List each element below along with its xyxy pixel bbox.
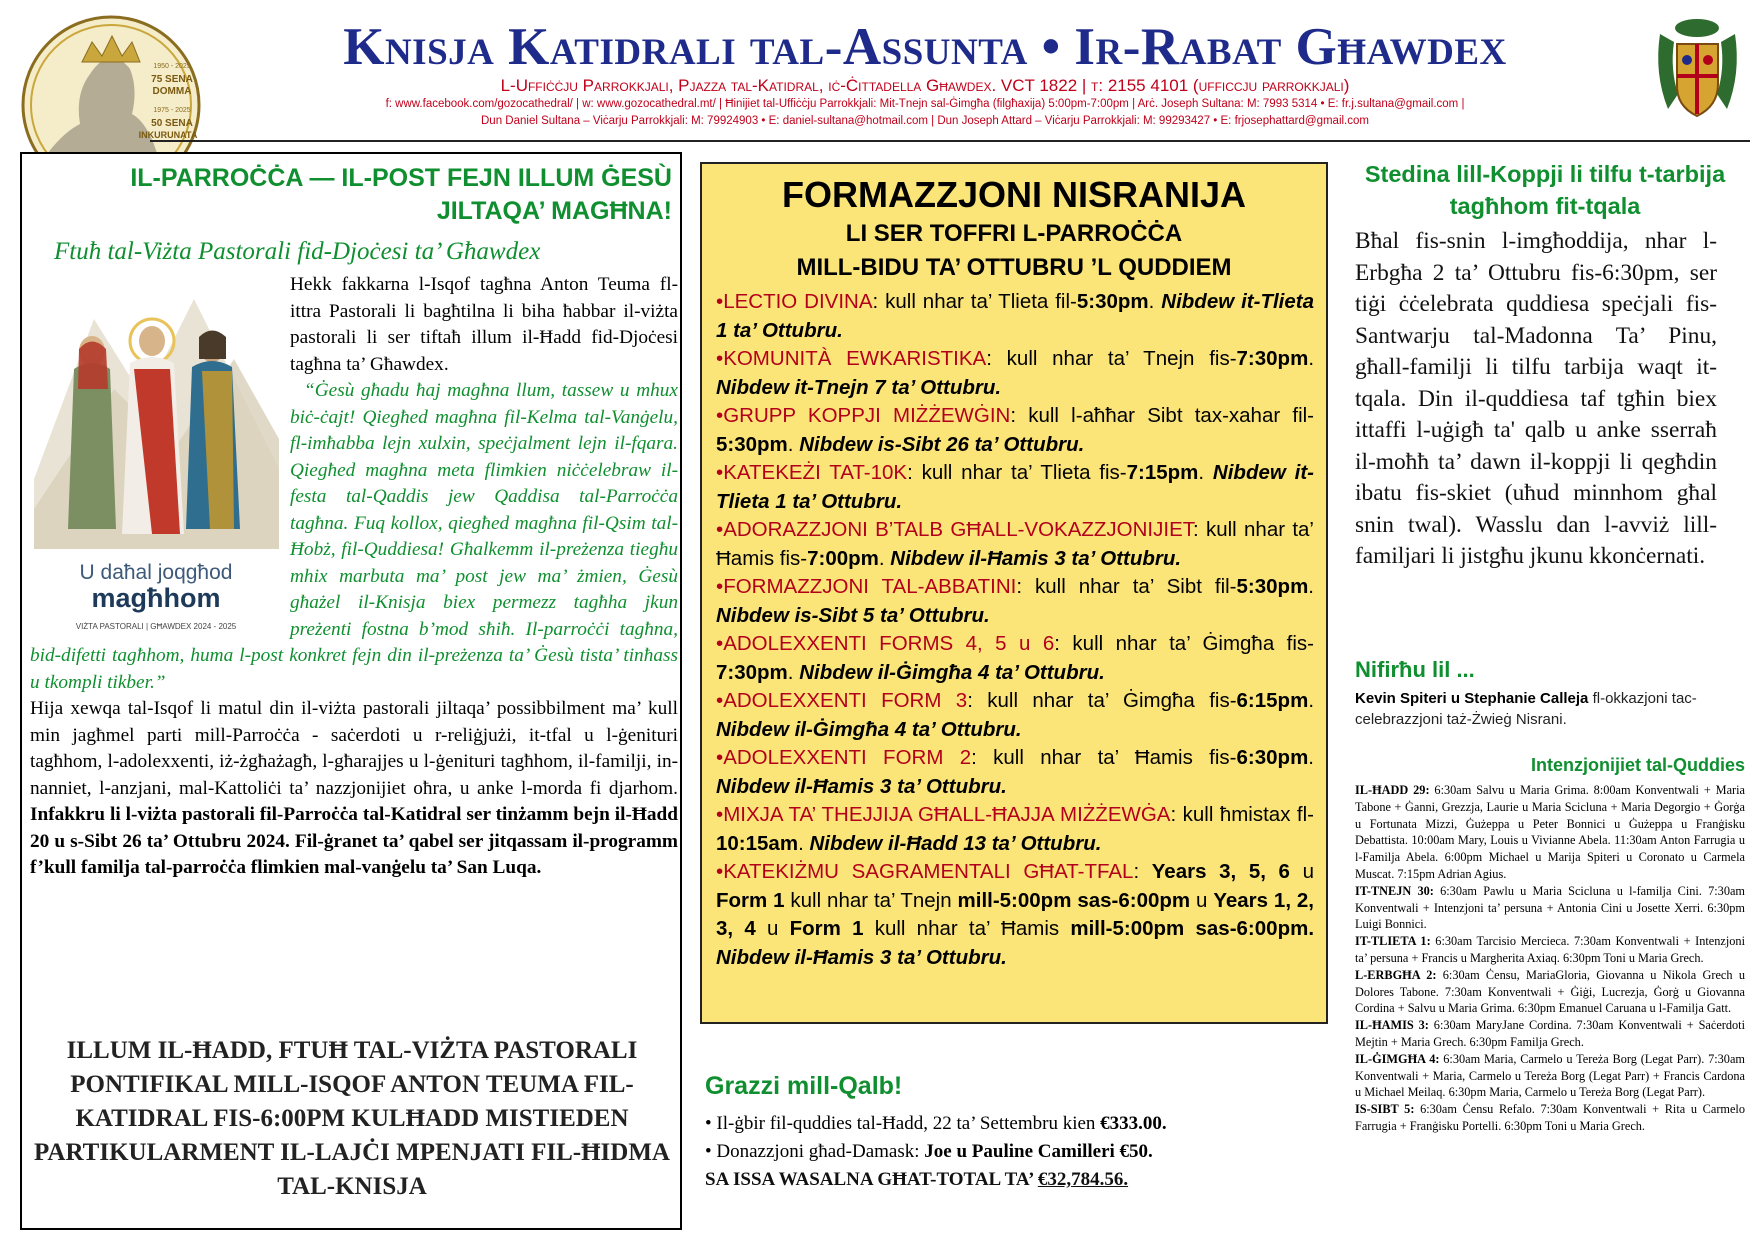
formation-item-time: 7:30pm bbox=[1236, 347, 1309, 370]
formation-item-detail: : kull nhar ta’ Tnejn fis- bbox=[986, 347, 1237, 370]
collection-amount: €333.00. bbox=[1100, 1113, 1167, 1134]
contacts-line-2: Dun Daniel Sultana – Viċarju Parrokkjali: M: 79924903 • E: daniel-sultana@hotmail.com | Dun Joseph Attard – Viċarju Parrokkjali: M: 99293427 • E: frjosephattard@gmail.com bbox=[481, 115, 1369, 127]
collection-text: • Il-ġbir fil-quddies tal-Ħadd, 22 ta’ Settembru kien bbox=[705, 1113, 1101, 1134]
formation-item-start: Nibdew is-Sibt 26 ta’ Ottubru. bbox=[799, 432, 1085, 456]
article-para-1: Hekk fakkarna l-Isqof tagħna Anton Teuma fl-ittra Pastorali li bagħtilna li biha ħabbar il-viżta pastorali li ser tiftaħ illum il-Ħadd fid-Djoċesi tagħna ta’ Għawdex. bbox=[290, 274, 678, 375]
formation-item bbox=[716, 801, 1314, 858]
bishop-quote: “Ġesù għadu ħaj magħna llum, tassew u mhux biċ-ċajt! Qiegħed magħna fil-Kelma tal-Vanġelu, fl-imħabba lejn xulxin, speċjalment lejn il-fqara. Qiegħed magħna meta flimkien niċċelebraw il-festa tal-Qaddis jew Qaddisa tal-Parroċċa tagħna. Fuq kollox, qiegħed magħna fil-Qsim tal-Ħobż, fil-Quddiesa! Għalkemm il-preżenza tiegħu mhix marbuta ma’ post jew ma’ żmien, Ġesù għażel il-Knisja biex permezz tagħha jkun preżenti fostna b’mod sħiħ. Il-parroċċi tagħna, bid-difetti tagħhom, huma l-post konkret fejn din il-preżenza ta’ Ġesù tista’ tinħass u tkompli tikber.” bbox=[30, 380, 678, 693]
mass-day bbox=[1355, 1051, 1745, 1101]
formation-item-sep: . bbox=[1308, 347, 1315, 370]
bullet: • bbox=[716, 689, 724, 712]
thanks-title: Grazzi mill-Qalb! bbox=[705, 1072, 903, 1100]
formation-item-name: ADOLEXXENTI FORMS 4, 5 u 6 bbox=[723, 632, 1055, 655]
formation-item-name: ADOLEXXENTI FORM 2 bbox=[723, 746, 972, 769]
bullet: • bbox=[716, 575, 724, 598]
catechism-form-b: Form 1 bbox=[789, 917, 864, 940]
catechism-text: u bbox=[1190, 888, 1214, 912]
address: L-Uffiċċju Parrokkjali, Pjazza tal-Katidral, iċ-Ċittadella Għawdex. VCT 1822 bbox=[500, 76, 1078, 95]
mass-day-text: 6:30am Ċensu, MariaGloria, Giovanna u Nikola Grech u Dolores Tabone. 7:30am Konventwali + Ġiġi, Lucrezja, Ġorġ u Giovanna Cordina + Salvu u Maria Grima. 6:30pm Emanuel Caruana u l-Familja Gatt. bbox=[1355, 967, 1745, 1016]
parish-article bbox=[20, 152, 682, 1230]
formation-list bbox=[716, 288, 1314, 972]
mass-day bbox=[1355, 883, 1745, 933]
formation-item-start: Nibdew il-Ġimgħa 4 ta’ Ottubru. bbox=[799, 660, 1105, 684]
formation-item bbox=[716, 459, 1314, 516]
formation-item-name: FORMAZZJONI TAL-ABBATINI bbox=[723, 575, 1017, 598]
formation-item bbox=[716, 573, 1314, 630]
formation-item bbox=[716, 687, 1314, 744]
article-para-2 bbox=[30, 696, 678, 882]
mass-intentions-title: Intenzjonijiet tal-Quddies bbox=[1530, 755, 1745, 775]
formation-item bbox=[716, 288, 1314, 345]
formation-item-catechism bbox=[716, 858, 1314, 972]
formation-item bbox=[716, 345, 1314, 402]
formation-item-name: KATEKIŻMU SAGRAMENTALI GĦAT-TFAL bbox=[723, 860, 1134, 883]
formation-item-start: Nibdew it-Tnejn 7 ta’ Ottubru. bbox=[716, 375, 1002, 399]
formation-item-name: KOMUNITÀ EWKARISTIKA bbox=[723, 347, 987, 370]
formation-item-detail: : kull nhar ta’ Ħamis fis- bbox=[716, 518, 1314, 570]
catechism-years-a: Years 3, 5, 6 bbox=[1151, 860, 1290, 883]
formation-item bbox=[716, 402, 1314, 459]
formation-item bbox=[716, 630, 1314, 687]
logo-line4: 1975 - 2025 bbox=[153, 107, 191, 114]
total-line bbox=[705, 1166, 1355, 1194]
mass-day-text: 6:30am Maria, Carmelo u Tereża Borg (Legat Parr). 7:30am Konventwali + Maria, Carmelo u Tereża Borg (Legat Parr) + Francis Cardona u Michael Meilaq. 6:30pm Maria, Carmelo u Tereża Borg (Legat Parr). bbox=[1355, 1051, 1745, 1100]
formation-item-sep: . bbox=[1198, 461, 1213, 484]
mass-day-label: IT-TNEJN 30: bbox=[1355, 883, 1434, 898]
formation-item-detail: : kull l-aħħar Sibt tax-xahar fil- bbox=[1010, 404, 1315, 427]
formation-item-start: Nibdew it-Tlieta 1 ta’ Ottubru. bbox=[716, 461, 1314, 513]
formation-title: FORMAZZJONI NISRANIJA bbox=[781, 174, 1246, 215]
invitation-heading: Stedina lill-Koppji li tilfu t-tarbija tagħhom fit-tqala bbox=[1364, 161, 1726, 219]
formation-item-time: 5:30pm bbox=[716, 432, 788, 456]
bullet: • bbox=[716, 461, 724, 484]
header bbox=[210, 18, 1640, 130]
mass-day-label: IL-ĦADD 29: bbox=[1355, 783, 1430, 797]
logo-line6: INKURUNATA bbox=[138, 130, 198, 140]
formation-item-detail: : kull nhar ta’ Tlieta fis- bbox=[907, 461, 1127, 484]
article-para-2-bold: Infakkru li l-viżta pastorali fil-Parroċċa tal-Katidral ser tinżamm bejn il-Ħadd 20 u s-Sibt 26 ta’ Ottubru 2024. Fil-ġranet ta’ qabel ser jitqassam il-programm f’kull familja tal-parroċċa flimkien mal-vanġelu ta’ San Luqa. bbox=[30, 804, 678, 878]
catechism-time-a: mill-5:00pm sas-6:00pm bbox=[957, 888, 1191, 912]
formation-item-start: Nibdew il-Ħamis 3 ta’ Ottubru. bbox=[890, 546, 1182, 570]
invitation-body: Bħal fis-snin l-imgħoddija, nhar l-Erbgħa 2 ta’ Ottubru fis-6:30pm, ser tiġi ċċelebrata quddiesa speċjali fis-Santwarju tal-Madonna Ta’ Pinu, għall-familji li tilfu tarbija waqt it-tqala. Din il-quddiesa taf tgħin biex ittaffi l-uġigħ ta' qalb u anke sserraħ il-moħħ ta’ dawn il-koppji li qegħdin ibatu fis-skiet (uħud minnhom għal snin twal). Wasslu dan l-avviż lill-familjari li jistgħu jkunu kkonċernati. bbox=[1355, 228, 1717, 569]
mass-day bbox=[1355, 1101, 1745, 1135]
formation-item-time: 7:30pm bbox=[716, 660, 788, 684]
donation-line bbox=[705, 1138, 1355, 1166]
bullet: • bbox=[716, 404, 724, 427]
page-title: Knisja Katidrali tal-Assunta • Ir-Rabat Għawdex bbox=[343, 18, 1507, 76]
image-caption-3: VIŻTA PASTORALI | GĦAWDEX 2024 - 2025 bbox=[75, 622, 237, 631]
logo-line2: 75 SENA bbox=[151, 74, 193, 85]
bullet: • bbox=[716, 632, 724, 655]
collection-line bbox=[705, 1110, 1355, 1138]
mass-day bbox=[1355, 1017, 1745, 1051]
mass-day-text: 6:30am Tarcisio Mercieca. 7:30am Konventwali + Intenzjoni ta’ persuna + Francis u Margherita Axiaq. 6:30pm Toni u Maria Grech. bbox=[1355, 934, 1745, 965]
logo-line1: 1950 - 2025 bbox=[153, 63, 191, 70]
formation-item-time: 5:30pm bbox=[1236, 575, 1309, 598]
formation-item-sep: . bbox=[1308, 746, 1314, 769]
formation-item-sep: . bbox=[1308, 575, 1314, 598]
formation-item-detail: : kull nhar ta’ Ħamis fis- bbox=[971, 746, 1237, 769]
formation-item-time: 7:15pm bbox=[1126, 461, 1199, 484]
formation-item bbox=[716, 516, 1314, 573]
mass-day-label: IS-SIBT 5: bbox=[1355, 1102, 1415, 1117]
formation-item-sep: . bbox=[798, 831, 810, 855]
opening-mass-notice: ILLUM IL-ĦADD, FTUĦ TAL-VIŻTA PASTORALI PONTIFIKAL MILL-ISQOF ANTON TEUMA FIL-KATIDRAL FIS-6:00PM KULĦADD MISTIEDEN PARTIKULARMENT IL-LAJĊI MPENJATI FIL-ĦIDMA TAL-KNISJA bbox=[34, 1037, 670, 1200]
thanks-list bbox=[705, 1110, 1355, 1194]
formation-item-name: ADOLEXXENTI FORM 3 bbox=[723, 689, 968, 712]
mass-day-label: L-ERBGĦA 2: bbox=[1355, 967, 1437, 982]
catechism-text: : bbox=[1133, 860, 1152, 883]
article-subheading: Ftuħ tal-Viżta Pastorali fid-Djoċesi ta’ Għawdex bbox=[54, 238, 541, 265]
formation-subtitle-1: LI SER TOFFRI L-PARROĊĊA bbox=[845, 220, 1183, 247]
bullet: • bbox=[716, 746, 724, 769]
formation-item-start: Nibdew il-Ħamis 3 ta’ Ottubru. bbox=[716, 774, 1007, 798]
formation-box bbox=[700, 162, 1328, 1024]
formation-item-name: KATEKEŻI TAT-10K bbox=[723, 461, 908, 484]
formation-item bbox=[716, 744, 1314, 801]
bullet: • bbox=[716, 860, 724, 883]
catechism-text: u bbox=[755, 917, 790, 940]
mass-day-text: 6:30am Ċensu Refalo. 7:30am Konventwali + Rita u Carmelo Farrugia + Franġisku Portelli. 6:30pm Toni u Maria Grech. bbox=[1355, 1102, 1745, 1133]
formation-item-detail: : kull nhar ta’ Tlieta fil- bbox=[872, 290, 1077, 313]
formation-item-detail: : kull nhar ta’ Sibt fil- bbox=[1016, 575, 1237, 598]
bullet: • bbox=[716, 290, 724, 313]
formation-item-time: 7:00pm bbox=[807, 546, 879, 570]
formation-item-sep: . bbox=[1148, 290, 1162, 313]
image-caption-2: magħhom bbox=[91, 583, 221, 613]
formation-item-detail: : kull ħmistax fl- bbox=[1170, 803, 1314, 826]
total-text: SA ISSA WASALNA GĦAT-TOTAL TA’ bbox=[705, 1169, 1038, 1190]
catechism-form-a: Form 1 bbox=[716, 888, 785, 912]
formation-item-name: LECTIO DIVINA bbox=[723, 290, 873, 313]
header-divider bbox=[150, 140, 1750, 142]
congrats-text: fl-okkazjoni tac-celebrazzjoni taż-Żwieġ Nisrani. bbox=[1355, 690, 1697, 728]
formation-item-start: Nibdew is-Sibt 5 ta’ Ottubru. bbox=[716, 603, 990, 627]
mass-day bbox=[1355, 933, 1745, 967]
article-para-2-text: Hija xewqa tal-Isqof li matul din il-viżta pastorali jiltaqa’ possibbilment ma’ kull min jagħmel parti mill-Parroċċa - saċerdoti u r-reliġjużi, it-tfal u l-ġenituri tagħhom, l-adolexxenti, iż-żgħażagħ, l-għarajjes u l-ġenituri tagħhom, il-familji, in-nanniet, l-anzjani, mal-Kattoliċi ta’ nazzjonijiet oħra, u anke l-morda fi djarhom. bbox=[30, 698, 678, 799]
formation-item-detail: : kull nhar ta’ Ġimgħa fis- bbox=[1054, 632, 1314, 655]
formation-item-sep: . bbox=[878, 546, 891, 570]
catechism-text: u bbox=[1289, 860, 1314, 883]
couple-names: Kevin Spiteri u Stephanie Calleja bbox=[1355, 690, 1589, 707]
phone: t: 2155 4101 (ufficcju parrokkjali) bbox=[1091, 76, 1350, 95]
mass-day bbox=[1355, 967, 1745, 1017]
article-heading: IL-PARROĊĊA — IL-POST FEJN ILLUM ĠESÙ JILTAQA’ MAGĦNA! bbox=[130, 164, 672, 225]
formation-item-time: 6:15pm bbox=[1236, 689, 1309, 712]
bullet: • bbox=[716, 347, 724, 370]
bishop-crest-icon bbox=[1650, 14, 1745, 129]
formation-item-name: GRUPP KOPPJI MIŻŻEWĠIN bbox=[723, 404, 1011, 427]
mass-day bbox=[1355, 782, 1745, 883]
formation-item-sep: . bbox=[787, 432, 800, 456]
formation-item-detail: : kull nhar ta’ Ġimgħa fis- bbox=[967, 689, 1237, 712]
mass-intentions-list bbox=[1355, 782, 1745, 1135]
catechism-time-b: mill-5:00pm sas-6:00pm. bbox=[1070, 917, 1315, 940]
congrats-body bbox=[1355, 688, 1745, 730]
image-caption-1: U daħal joqgħod bbox=[79, 561, 233, 584]
formation-item-sep: . bbox=[787, 660, 800, 684]
contacts-line-1: f: www.facebook.com/gozocathedral/ | w: www.gozocathedral.mt/ | Ħinijiet tal-Uffiċċju Parrokkjali: Mit-Tnejn sal-Ġimgħa (filgħaxija) 5:00pm-7:00pm | Arċ. Joseph Sultana: M: 7993 5314 • E: fr.j.sultana@gmail.com | bbox=[385, 98, 1465, 110]
formation-item-start: Nibdew il-Ħadd 13 ta’ Ottubru. bbox=[809, 831, 1102, 855]
mass-day-text: 6:30am Salvu u Maria Grima. 8:00am Konventwali + Maria Tabone + Ġanni, Grezzja, Laurie u Maria Scicluna + Maria Degorgio + Ġorġa u Fortunata Mizzi, Ġużeppa u Peter Bonnici u Ġużeppa u Franġisku Debattista. 10:00am Mary, Louis u Vivianne Abela. 11:30am Anton Farrugia u l-Familja Abela. 6:00pm Michael u Marija Spiteri u Coronato u Carmela Muscat. 7:15pm Adrian Agius. bbox=[1355, 783, 1745, 881]
catechism-years-b: Years 1, 2, 3, 4 bbox=[716, 888, 1314, 940]
logo-line3: DOMMA bbox=[152, 86, 192, 97]
formation-item-time: 5:30pm bbox=[1076, 290, 1149, 313]
mass-day-text: 6:30am MaryJane Cordina. 7:30am Konventwali + Saċerdoti Mejtin + Maria Grech. 6:30pm Familja Grech. bbox=[1355, 1018, 1746, 1049]
formation-item-sep: . bbox=[1308, 689, 1315, 712]
formation-item-start: Nibdew il-Ġimgħa 4 ta’ Ottubru. bbox=[716, 717, 1022, 741]
formation-item-time: 10:15am bbox=[716, 831, 799, 855]
bullet: • bbox=[716, 518, 724, 541]
formation-item-name: MIXJA TA’ THEJJIJA GĦALL-ĦAJJA MIŻŻEWĠA bbox=[723, 803, 1171, 826]
mass-day-label: IL-ĠIMGĦA 4: bbox=[1355, 1051, 1440, 1066]
logo-line5: 50 SENA bbox=[151, 118, 193, 129]
mass-day-text: 6:30am Pawlu u Maria Scicluna u l-familja Cini. 7:30am Konventwali + Intenzjoni ta’ persuna + Antonia Cini u Josette Xerri. 6:30pm Luigi Bonnici. bbox=[1355, 883, 1746, 932]
total-amount: €32,784.56. bbox=[1037, 1169, 1129, 1190]
formation-item-time: 6:30pm bbox=[1236, 746, 1309, 769]
formation-subtitle-2: MILL-BIDU TA’ OTTUBRU ’L QUDDIEM bbox=[796, 254, 1232, 281]
catechism-text: kull nhar ta’ Ħamis bbox=[863, 917, 1071, 940]
mass-day-label: IL-ĦAMIS 3: bbox=[1355, 1018, 1429, 1033]
donation-text: • Donazzjoni għad-Damask: bbox=[705, 1141, 925, 1162]
mass-day-label: IT-TLIETA 1: bbox=[1355, 934, 1431, 949]
congrats-title: Nifirħu lil ... bbox=[1355, 657, 1475, 682]
bullet: • bbox=[716, 803, 724, 826]
catechism-text: kull nhar ta’ Tnejn bbox=[784, 888, 958, 912]
formation-item-start: Nibdew il-Ħamis 3 ta’ Ottubru. bbox=[716, 945, 1007, 969]
formation-item-name: ADORAZZJONI B’TALB GĦALL-VOKAZZJONIJIET bbox=[723, 518, 1193, 541]
pastoral-visit-illustration bbox=[34, 279, 279, 639]
donation-donor: Joe u Pauline Camilleri €50. bbox=[924, 1141, 1153, 1162]
address-line: L-Uffiċċju Parrokkjali, Pjazza tal-Katidral, iċ-Ċittadella Għawdex. VCT 1822 | t: 2155 4101 (ufficcju parrokkjali) bbox=[500, 76, 1350, 95]
formation-item-start: Nibdew it-Tlieta 1 ta’ Ottubru. bbox=[716, 290, 1314, 342]
